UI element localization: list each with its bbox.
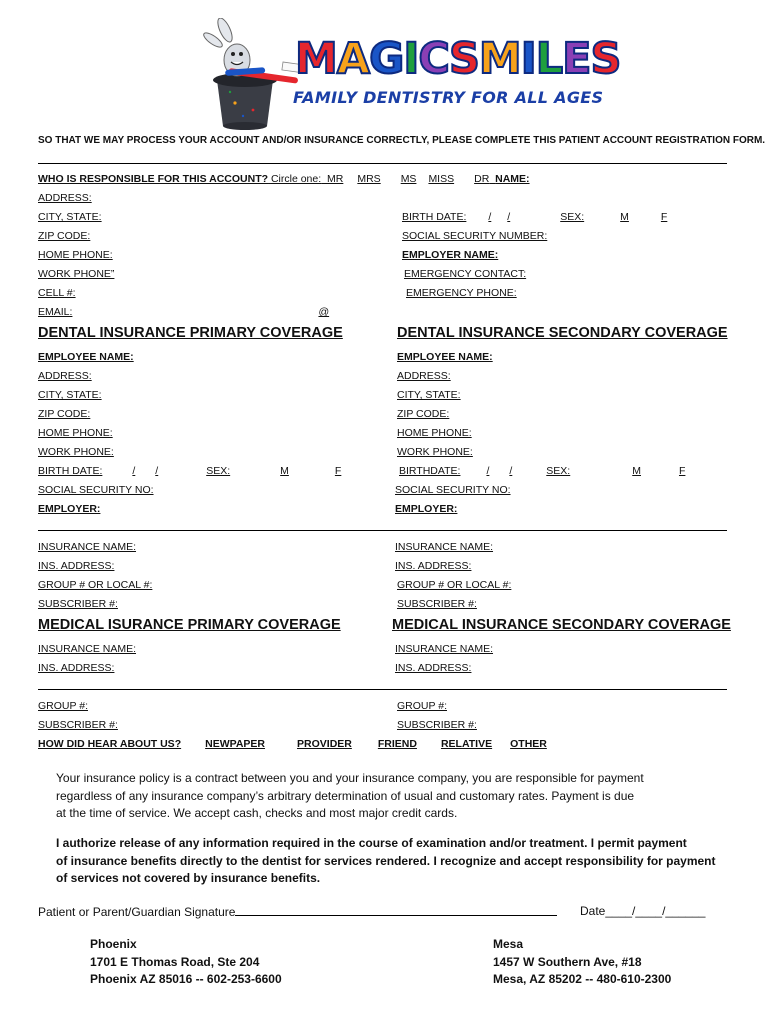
dental-secondary-employee-name[interactable]: EMPLOYEE NAME: [397, 351, 493, 363]
signature-date-field[interactable]: Date____/____/______ [580, 904, 706, 918]
insurance-policy-notice: Your insurance policy is a contract between you and your insurance company, you are responsible for payment regardless of any insurance company’s arbitrary determination of usual and customary rates. Payment is due at the time of service. We accept cash, checks and most major credit cards. [56, 771, 644, 820]
dental-secondary-city-state[interactable]: CITY, STATE: [397, 389, 461, 401]
dental-primary-heading: DENTAL INSURANCE PRIMARY COVERAGE [38, 325, 343, 341]
patient-cell-field[interactable]: CELL #: [38, 287, 76, 299]
dental-secondary-work-phone[interactable]: WORK PHONE: [397, 446, 473, 458]
patient-zip-field[interactable]: ZIP CODE: [38, 230, 91, 242]
referral-option-relative[interactable]: RELATIVE [440, 738, 493, 750]
title-option-mr[interactable]: MR [327, 173, 344, 185]
title-option-ms[interactable]: MS [400, 173, 417, 185]
office-mesa: Mesa 1457 W Southern Ave, #18 Mesa, AZ 85202 -- 480-610-2300 [493, 937, 672, 986]
referral-option-other[interactable]: OTHER [510, 738, 547, 750]
medical-secondary-ins-address[interactable]: INS. ADDRESS: [395, 662, 472, 674]
logo-subtitle: FAMILY DENTISTRY FOR ALL AGES [293, 88, 604, 107]
patient-birth-date-field[interactable]: BIRTH DATE: / / SEX: M F [402, 211, 668, 223]
title-option-miss[interactable]: MISS [428, 173, 455, 185]
medical-secondary-subscriber[interactable]: SUBSCRIBER #: [397, 719, 477, 731]
practice-logo [195, 18, 621, 130]
form-instructions: SO THAT WE MAY PROCESS YOUR ACCOUNT AND/OR INSURANCE CORRECTLY, PLEASE COMPLETE THIS PATIENT ACCOUNT REGISTRATION FORM. [38, 135, 766, 146]
dental-primary-employee-name[interactable]: EMPLOYEE NAME: [38, 351, 134, 363]
emergency-phone-field[interactable]: EMERGENCY PHONE: [406, 287, 517, 299]
employer-name-field[interactable]: EMPLOYER NAME: [402, 249, 499, 261]
divider [38, 163, 727, 164]
dental-secondary-group-local[interactable]: GROUP # OR LOCAL #: [397, 579, 512, 591]
dental-secondary-zip[interactable]: ZIP CODE: [397, 408, 450, 420]
dental-primary-ins-address[interactable]: INS. ADDRESS: [38, 560, 115, 572]
divider [38, 530, 727, 531]
dental-secondary-ins-address[interactable]: INS. ADDRESS: [395, 560, 472, 572]
dental-secondary-insurance-name[interactable]: INSURANCE NAME: [395, 541, 494, 553]
dental-primary-work-phone[interactable]: WORK PHONE: [38, 446, 114, 458]
dental-primary-subscriber[interactable]: SUBSCRIBER #: [38, 598, 118, 610]
patient-address-field[interactable]: ADDRESS: [38, 192, 92, 204]
referral-option-newspaper[interactable]: NEWPAPER [205, 738, 266, 750]
dental-secondary-home-phone[interactable]: HOME PHONE: [397, 427, 472, 439]
patient-home-phone-field[interactable]: HOME PHONE: [38, 249, 113, 261]
logo-title: MAGICSMILES [295, 34, 621, 84]
medical-secondary-group[interactable]: GROUP #: [397, 700, 447, 712]
title-option-dr[interactable]: DR [474, 173, 490, 185]
referral-option-friend[interactable]: FRIEND [377, 738, 417, 750]
medical-secondary-heading: MEDICAL INSURANCE SECONDARY COVERAGE [392, 617, 731, 633]
referral-option-provider[interactable]: PROVIDER [297, 738, 352, 750]
medical-primary-subscriber[interactable]: SUBSCRIBER #: [38, 719, 118, 731]
dental-secondary-address[interactable]: ADDRESS: [397, 370, 451, 382]
medical-primary-group[interactable]: GROUP #: [38, 700, 88, 712]
office-phoenix: Phoenix 1701 E Thomas Road, Ste 204 Phoenix AZ 85016 -- 602-253-6600 [90, 937, 282, 986]
divider [38, 689, 727, 690]
dental-secondary-birth-date[interactable]: BIRTHDATE: / / SEX: M F [399, 465, 686, 477]
patient-ssn-field[interactable]: SOCIAL SECURITY NUMBER: [402, 230, 548, 242]
dental-primary-insurance-name[interactable]: INSURANCE NAME: [38, 541, 137, 553]
dental-primary-ssn[interactable]: SOCIAL SECURITY NO: [38, 484, 154, 496]
dental-primary-zip[interactable]: ZIP CODE: [38, 408, 91, 420]
dental-secondary-subscriber[interactable]: SUBSCRIBER #: [397, 598, 477, 610]
medical-primary-insurance-name[interactable]: INSURANCE NAME: [38, 643, 137, 655]
medical-primary-ins-address[interactable]: INS. ADDRESS: [38, 662, 115, 674]
patient-work-phone-field[interactable]: WORK PHONE” [38, 268, 115, 280]
dental-primary-address[interactable]: ADDRESS: [38, 370, 92, 382]
dental-primary-employer[interactable]: EMPLOYER: [38, 503, 101, 515]
authorization-statement: I authorize release of any information required in the course of examination and/or treatment. I permit payment of insurance benefits directly to the dentist for services rendered. I recognize and accept responsibility for payment of services not covered by insurance benefits. [56, 836, 716, 885]
medical-primary-heading: MEDICAL ISURANCE PRIMARY COVERAGE [38, 617, 341, 633]
referral-question-row: HOW DID HEAR ABOUT US? NEWPAPER PROVIDER FRIEND RELATIVE OTHER [38, 738, 547, 750]
patient-email-field[interactable]: EMAIL: @ [38, 306, 330, 318]
responsible-party-field[interactable]: WHO IS RESPONSIBLE FOR THIS ACCOUNT? Circle one: MR MRS MS MISS DR NAME: [38, 173, 530, 185]
patient-city-state-field[interactable]: CITY, STATE: [38, 211, 102, 223]
dental-primary-group-local[interactable]: GROUP # OR LOCAL #: [38, 579, 153, 591]
title-option-mrs[interactable]: MRS [357, 173, 381, 185]
signature-line[interactable]: Patient or Parent/Guardian Signature [38, 904, 557, 919]
dental-primary-birth-date[interactable]: BIRTH DATE: / / SEX: M F [38, 465, 342, 477]
emergency-contact-field[interactable]: EMERGENCY CONTACT: [404, 268, 527, 280]
dental-primary-city-state[interactable]: CITY, STATE: [38, 389, 102, 401]
dental-secondary-ssn[interactable]: SOCIAL SECURITY NO: [395, 484, 511, 496]
medical-secondary-insurance-name[interactable]: INSURANCE NAME: [395, 643, 494, 655]
dental-primary-home-phone[interactable]: HOME PHONE: [38, 427, 113, 439]
dental-secondary-heading: DENTAL INSURANCE SECONDARY COVERAGE [397, 325, 728, 341]
dental-secondary-employer[interactable]: EMPLOYER: [395, 503, 458, 515]
